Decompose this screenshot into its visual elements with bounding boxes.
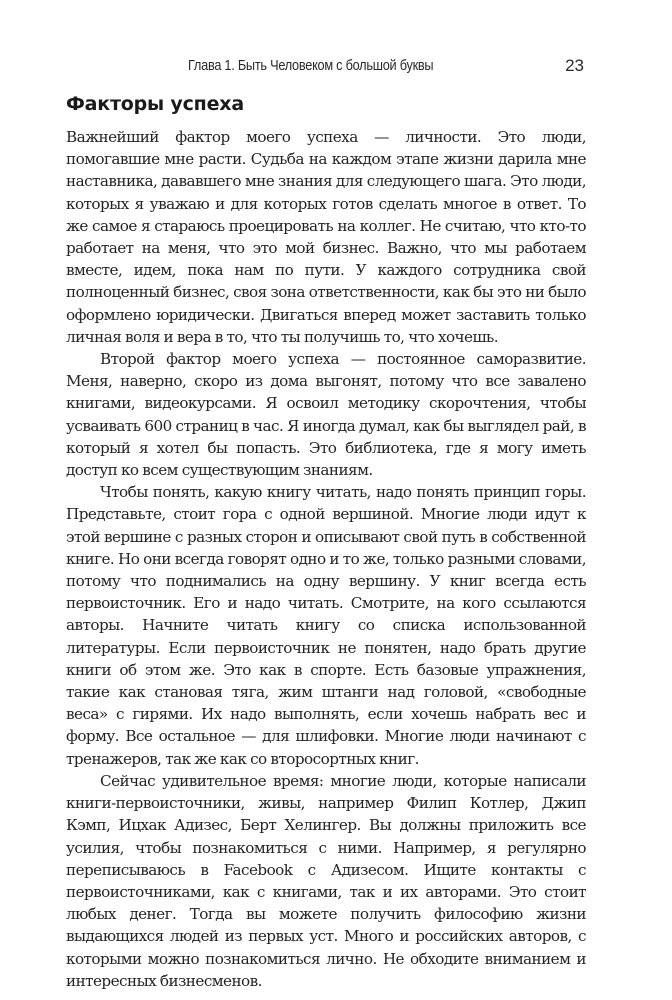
page-number: 23 <box>565 56 584 75</box>
section-heading: Факторы успеха <box>66 93 244 115</box>
paragraph: Второй фактор моего успеха — постоянное саморазвитие. Меня, наверно, скоро из дома выгонят, потому что все завалено книгами, видеокурсами. Я освоил методику скорочтения, чтобы усваивать 600 страниц в час. Я иногда думал, как бы выглядел рай, в который я хотел бы попасть. Это библиотека, где я могу иметь доступ ко всем существующим знаниям. <box>66 350 586 480</box>
paragraph: Важнейший фактор моего успеха — личности. Это люди, помогавшие мне расти. Судьба на каждом этапе жизни дарила мне наставника, дававшего мне знания для следующего шага. Это люди, которых я уважаю и для которых готов сделать многое в ответ. То же самое я стараюсь проецировать на коллег. Не считаю, что кто-то работает на меня, что это мой бизнес. Важно, что мы работаем вместе, идем, пока нам по пути. У каждого сотрудника свой полноценный бизнес, своя зона ответственности, как бы это ни было оформлено юридически. Двигаться вперед может заставить только личная воля и вера в то, что ты получишь то, что хочешь. <box>66 128 586 346</box>
body-text <box>66 126 586 992</box>
paragraph: Чтобы понять, какую книгу читать, надо понять принцип горы. Представьте, стоит гора с одной вершиной. Многие люди идут к этой вершине с разных сторон и описывают свой путь в собственной книге. Но они всегда говорят одно и то же, только разными словами, потому что поднимались на одну вершину. У книг всегда есть первоисточник. Его и надо читать. Смотрите, на кого ссылаются авторы. Начните читать книгу со списка использованной литературы. Если первоисточник не понятен, надо брать другие книги об этом же. Это как в спорте. Есть базовые упражнения, такие как становая тяга, жим штанги над головой, «свободные веса» с гирями. Их надо выполнять, если хочешь набрать вес и форму. Все остальное — для шлифовки. Многие люди начинают с тренажеров, так же как со второсортных книг. <box>66 483 586 768</box>
running-title: Глава 1. Быть Человеком с большой буквы <box>188 58 434 74</box>
running-header <box>0 56 672 82</box>
paragraph: Сейчас удивительное время: многие люди, которые написали книги-первоисточники, живы, например Филип Котлер, Джип Кэмп, Ицхак Адизес, Берт Хелингер. Вы должны приложить все усилия, чтобы познакомиться с ними. Например, я регулярно переписываюсь в Facebook с Адизесом. Ищите контакты с первоисточниками, как с книгами, так и их авторами. Это стоит любых денег. Тогда вы можете получить философию жизни выдающихся людей из первых уст. Много и российских авторов, с которыми можно познакомиться лично. Не обходите вниманием и интересных бизнесменов. <box>66 771 586 990</box>
